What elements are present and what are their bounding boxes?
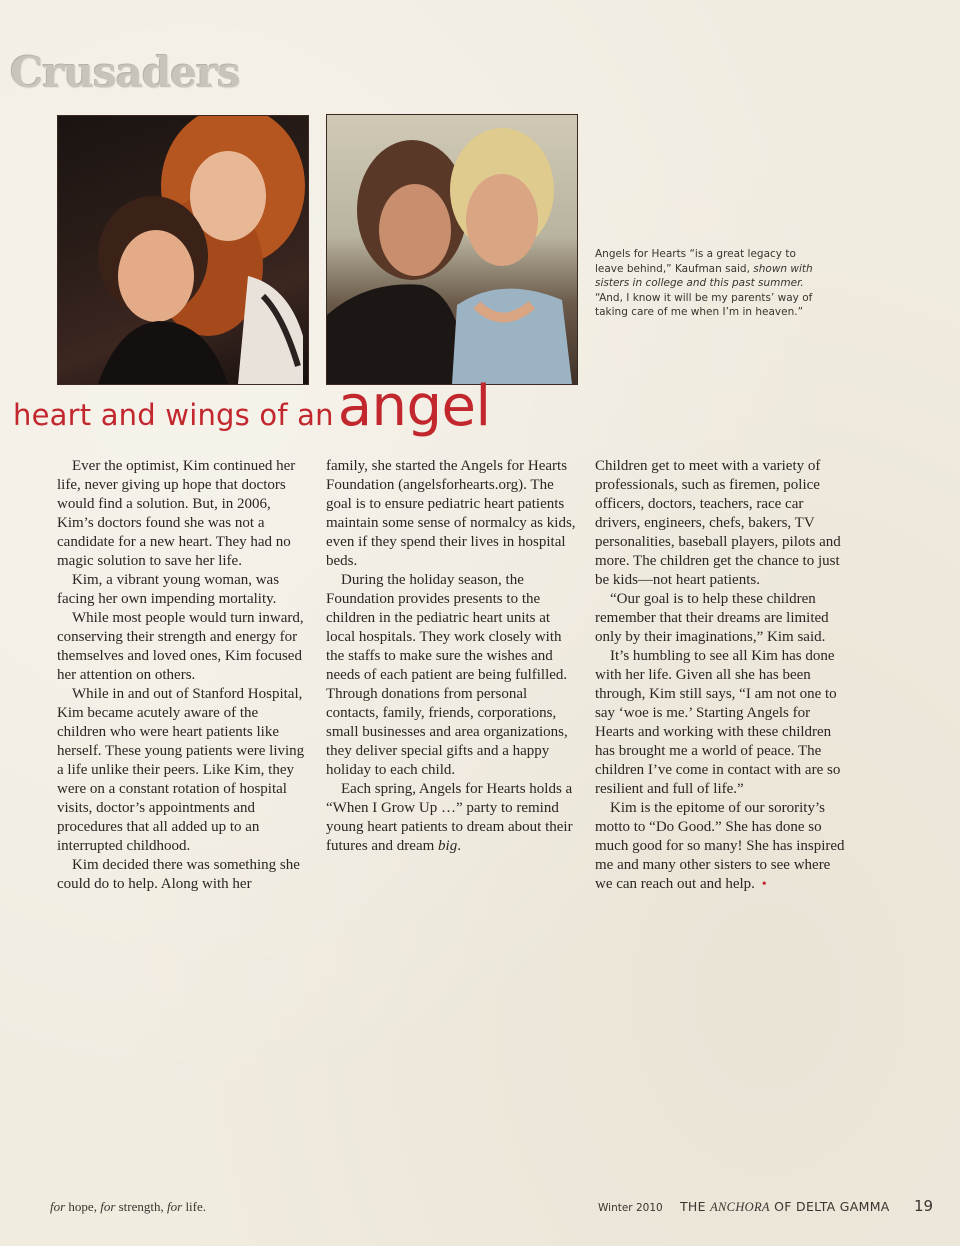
article-headline [13,374,491,439]
paragraph: Children get to meet with a variety of professionals, such as firemen, police officers, doctors, teachers, race car drivers, engineers, chefs, bakers, TV personalities, baseball players, pilots and more. The children get the chance to just be kids—not heart patients. [595,458,841,588]
footer-tagline [50,1199,206,1215]
magazine-name [680,1199,890,1215]
tagline-life: life. [182,1199,207,1214]
period: . [457,838,461,854]
paragraph: “Our goal is to help these children remember that their dreams are limited only by their imaginations,” Kim said. [595,591,829,645]
caption-text-italic: shown with sisters in college and this past summer. [595,262,813,289]
end-mark-icon: • [761,877,767,892]
headline-small: heart and wings of an [13,398,334,432]
tagline-for: for [100,1199,116,1214]
paragraph: Kim decided there was something she could do to help. Along with her [57,857,300,892]
tagline-for: for [50,1199,66,1214]
mag-anchora: ANCHORA [710,1200,770,1214]
paragraph: During the holiday season, the Foundation provides presents to the children in the pediatric heart units at local hospitals. They work closely with the staffs to make sure the wishes and needs of each patient are being fulfilled. Through donations from personal contacts, family, friends, corporations, small businesses and area organizations, they deliver special gifts and a happy holiday to each child. [326,572,568,778]
mag-of-delta-gamma: OF DELTA GAMMA [769,1199,890,1214]
emphasis-big: big [438,838,458,854]
tagline-strength: strength, [115,1199,168,1214]
paragraph-text: Kim is the epitome of our sorority’s motto to “Do Good.” She has done so much good for so many! She has inspired me and many other sisters to see where we can reach out and help. [595,800,845,892]
mag-the: THE [680,1199,711,1214]
page-number: 19 [914,1197,934,1215]
body-column-1 [57,457,307,894]
paragraph [595,799,847,894]
caption-text-1: Angels for Hearts “is a great legacy to leave behind,” Kaufman said, [595,248,796,275]
paragraph [326,780,576,856]
tagline-for: for [167,1199,183,1214]
body-column-2 [326,457,576,856]
headline-big: angel [337,374,491,439]
tagline-hope: hope, [65,1199,101,1214]
paragraph: It’s humbling to see all Kim has done with her life. Given all she has been through, Kim still says, “I am not one to say ‘woe is me.’ Starting Angels for Hearts and working with these children has brought me a world of peace. The children I’ve come in contact with are so resilient and full of life.” [595,648,841,797]
paragraph: While most people would turn inward, conserving their strength and energy for themselves and loved ones, Kim focused her attention on others. [57,610,304,683]
photo-college [57,115,309,385]
photo-summer [326,114,578,385]
paragraph: Ever the optimist, Kim continued her life, never giving up hope that doctors would find a solution. But, in 2006, Kim’s doctors found she was not a candidate for a new heart. They had no magic solution to save her life. [57,458,296,569]
paragraph: family, she started the Angels for Hearts Foundation (angelsforhearts.org). The goal is to ensure pediatric heart patients maintain some sense of normalcy as kids, even if they spend their lives in hospital beds. [326,458,576,569]
caption-text-3: “And, I know it will be my parents’ way of taking care of me when I’m in heaven.” [595,291,813,318]
body-column-3 [595,457,847,894]
photo-caption [595,247,825,320]
paragraph-text: Each spring, Angels for Hearts holds a “When I Grow Up …” party to remind young heart patients to dream about their futures and dream [326,781,573,854]
paragraph: While in and out of Stanford Hospital, Kim became acutely aware of the children who were heart patients like herself. These young patients were living a life unlike their peers. Like Kim, they were on a constant rotation of hospital visits, doctor’s appointments and procedures that all added up to an interrupted childhood. [57,686,305,854]
paragraph: Kim, a vibrant young woman, was facing her own impending mortality. [57,572,280,607]
section-tag: Crusaders [10,48,240,97]
issue-date: Winter 2010 [598,1202,663,1214]
